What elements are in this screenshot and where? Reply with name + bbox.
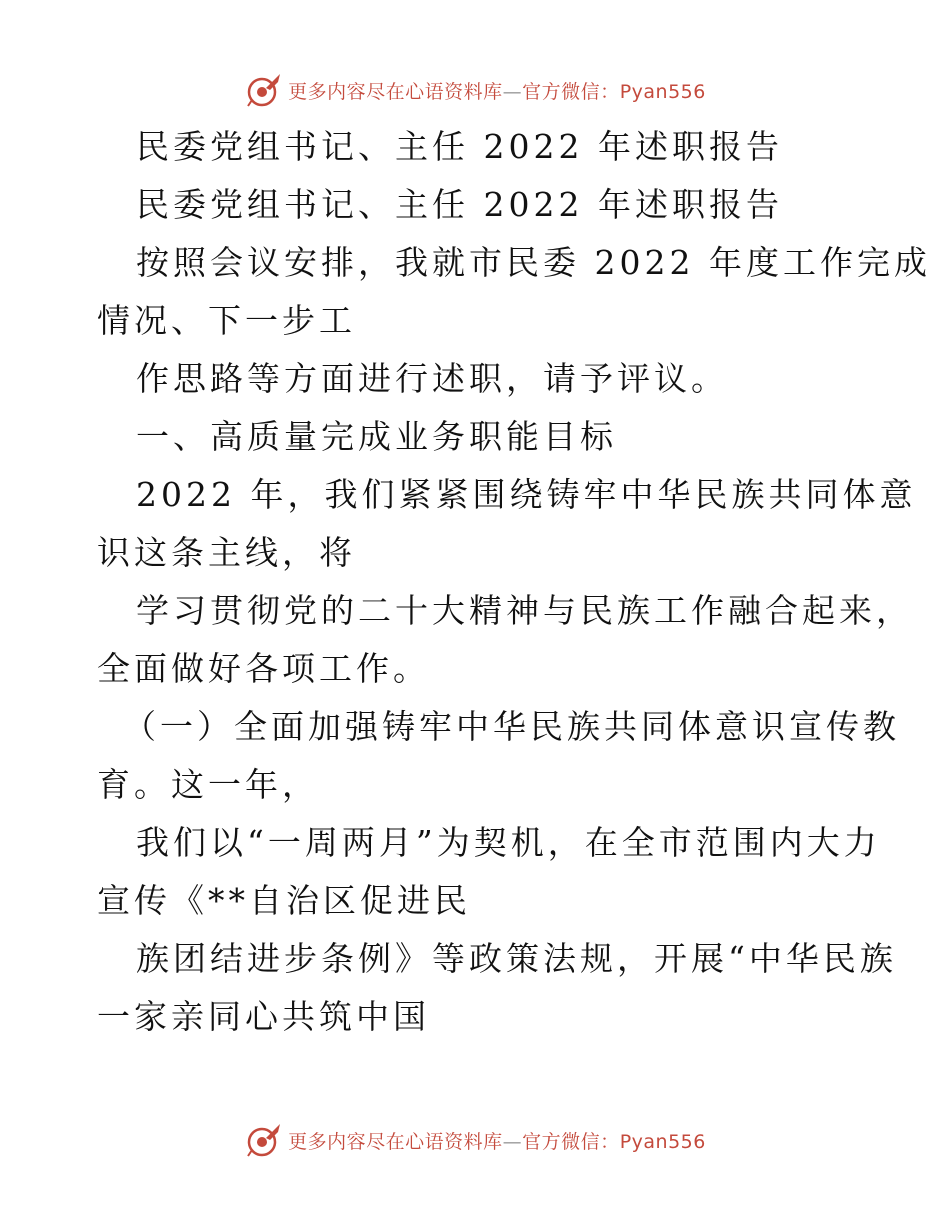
doc-paragraph-line: 族团结进步条例》等政策法规，开展“中华民族 [136, 939, 897, 978]
doc-paragraph-line: 作思路等方面进行述职，请予评议。 [136, 359, 728, 398]
banner-dash: — [502, 80, 523, 103]
banner-text [288, 1127, 706, 1154]
banner-main-text: 更多内容尽在心语资料库 [288, 1130, 503, 1153]
doc-paragraph-line: 我们以“一周两月”为契机，在全市范围内大力 [136, 823, 881, 862]
doc-title-line: 民委党组书记、主任 2022 年述职报告 [136, 127, 783, 166]
doc-paragraph-line: 一家亲同心共筑中国 [97, 997, 430, 1036]
doc-paragraph-line: 学习贯彻党的二十大精神与民族工作融合起来， [136, 591, 913, 630]
quill-logo-icon [244, 70, 284, 110]
header-watermark-banner [0, 68, 950, 112]
doc-paragraph-line: 识这条主线，将 [97, 533, 356, 572]
doc-paragraph-line: 2022 年，我们紧紧围绕铸牢中华民族共同体意 [136, 475, 917, 514]
doc-section-heading: 一、高质量完成业务职能目标 [136, 417, 617, 456]
footer-watermark-banner [0, 1118, 950, 1162]
doc-paragraph-line: 育。这一年， [97, 765, 319, 804]
doc-paragraph-line: 按照会议安排，我就市民委 2022 年度工作完成 [136, 243, 931, 282]
banner-wechat-id: Pyan556 [619, 80, 706, 103]
doc-subsection-heading: （一）全面加强铸牢中华民族共同体意识宣传教 [123, 707, 900, 746]
banner-wechat-id: Pyan556 [619, 1130, 706, 1153]
doc-paragraph-line: 宣传《**自治区促进民 [97, 881, 471, 920]
doc-paragraph-line: 全面做好各项工作。 [97, 649, 430, 688]
doc-paragraph-line: 情况、下一步工 [97, 301, 356, 340]
banner-official-text: 官方微信： [522, 1130, 620, 1153]
banner-main-text: 更多内容尽在心语资料库 [288, 80, 503, 103]
banner-official-text: 官方微信： [522, 80, 620, 103]
banner-dash: — [502, 1130, 523, 1153]
quill-logo-icon [244, 1120, 284, 1160]
doc-title-line-repeat: 民委党组书记、主任 2022 年述职报告 [136, 185, 783, 224]
banner-text [288, 77, 706, 104]
document-body [97, 118, 931, 1046]
